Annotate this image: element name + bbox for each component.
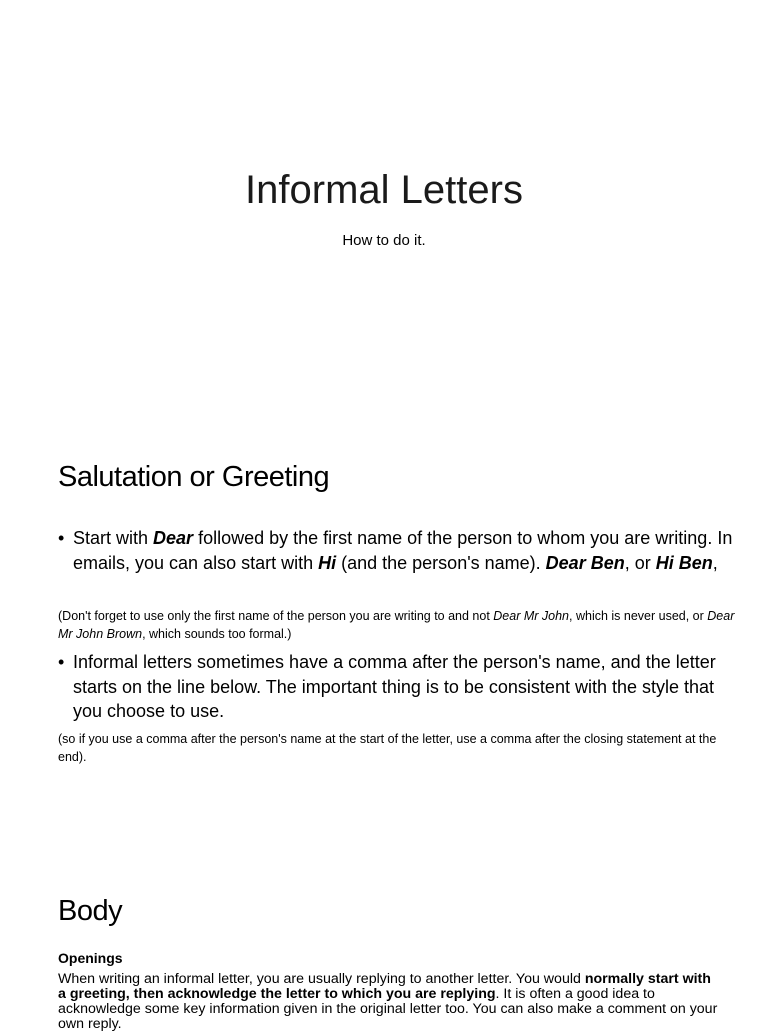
emphasis-greeting-instruction: normally start with a greeting, then acknowledge the letter to which you are replying [58,971,711,1002]
page-title: Informal Letters [245,168,523,212]
greeting-bullet-2: • Informal letters sometimes have a comma after the person's name, and the letter starts on the line below. The important thing is to be consistent with the style that you choose to use. [58,652,716,721]
bullet-marker: • [58,528,65,548]
greeting-note-1: (Don't forget to use only the first name of the person you are writing to and not Dear Mr John, which is never used, or Dear Mr John Brown, which sounds too formal.) [58,609,735,641]
body-heading: Body [58,895,123,927]
emphasis-hi-ben: Hi Ben [655,552,713,573]
openings-subheading: Openings [58,950,123,966]
emphasis-dear: Dear [153,528,194,548]
emphasis-hi: Hi [318,552,337,573]
openings-paragraph: When writing an informal letter, you are usually replying to another letter. You would normally start with a greeting, then acknowledge the letter to which you are replying. It is often a good idea to acknowledge some key information given in the original letter too. You can also make a comment on your own reply. [58,971,718,1032]
greeting-heading: Salutation or Greeting [58,461,330,493]
bullet-marker: • [58,652,65,672]
page-subtitle: How to do it. [342,232,426,249]
greeting-note-2: (so if you use a comma after the person's name at the start of the letter, use a comma after the closing statement at the end). [58,732,717,764]
greeting-bullet-1: • Start with Dear followed by the first name of the person to whom you are writing. In emails, you can also start with Hi (and the person's name). Dear Ben, or Hi Ben, [58,528,733,573]
emphasis-dear-ben: Dear Ben [545,552,625,573]
